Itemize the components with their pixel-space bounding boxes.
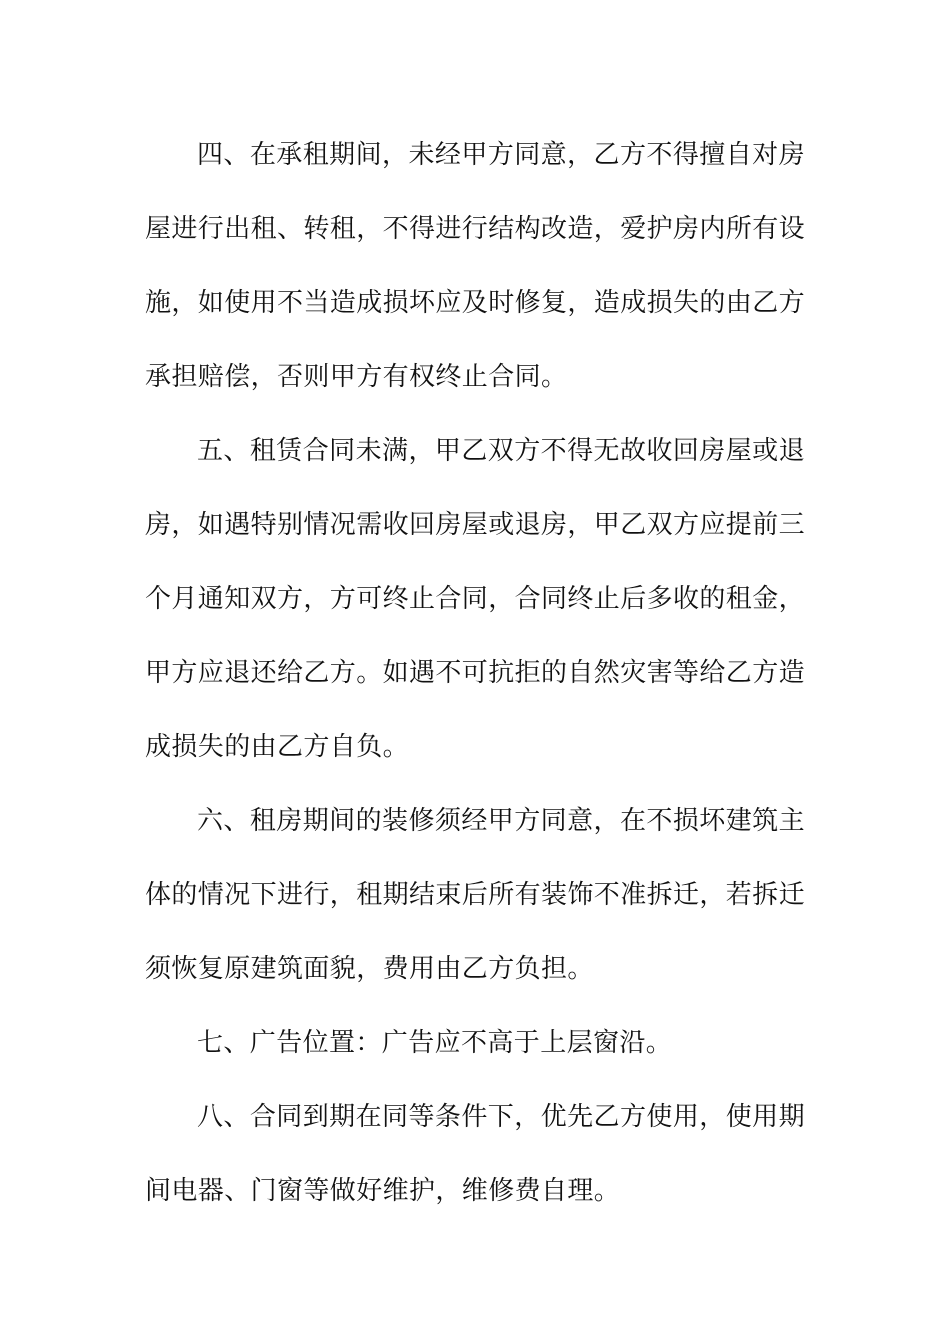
clause-eight-paragraph: 八、合同到期在同等条件下，优先乙方使用，使用期间电器、门窗等做好维护，维修费自理。 bbox=[145, 1102, 805, 1206]
clause-four-paragraph: 四、在承租期间，未经甲方同意，乙方不得擅自对房屋进行出租、转租，不得进行结构改造，爱护房内所有设施，如使用不当造成损坏应及时修复，造成损失的由乙方承担赔偿，否则甲方有权终止合同。 bbox=[145, 140, 806, 392]
document-body bbox=[145, 118, 805, 1228]
clause-seven-paragraph: 七、广告位置：广告应不高于上层窗沿。 bbox=[197, 1028, 673, 1058]
clause-five-paragraph: 五、租赁合同未满，甲乙双方不得无故收回房屋或退房，如遇特别情况需收回房屋或退房，甲乙双方应提前三个月通知双方，方可终止合同，合同终止后多收的租金，甲方应退还给乙方。如遇不可抗拒的自然灾害等给乙方造成损失的由乙方自负。 bbox=[145, 436, 806, 762]
clause-six-paragraph: 六、租房期间的装修须经甲方同意，在不损坏建筑主体的情况下进行，租期结束后所有装饰不准拆迁，若拆迁须恢复原建筑面貌，费用由乙方负担。 bbox=[145, 806, 806, 984]
